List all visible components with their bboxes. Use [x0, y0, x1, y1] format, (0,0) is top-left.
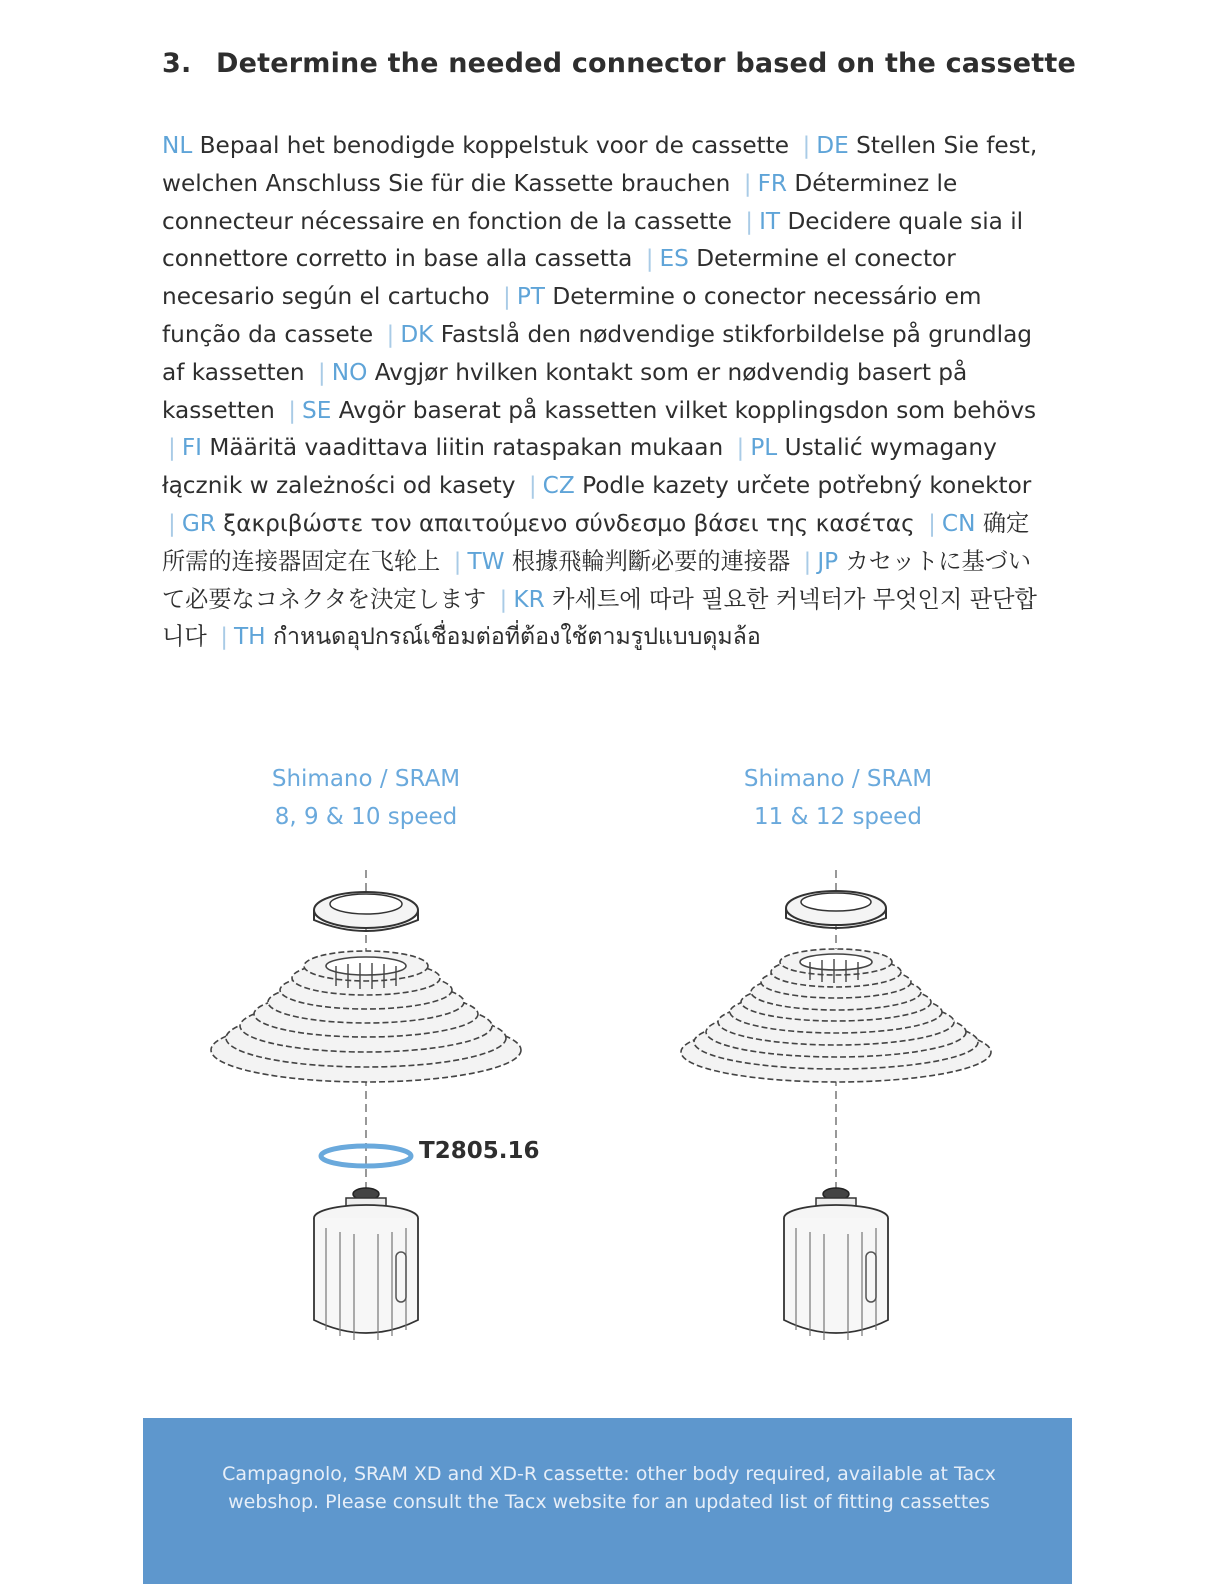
translation-text: Stellen Sie fest, welchen Anschluss Sie für die Kassette brauchen [162, 132, 1038, 197]
translation-text: Bepaal het benodigde koppelstuk voor de cassette [199, 132, 790, 159]
translation-text: Determine o conector necessário em função da cassete [162, 283, 982, 348]
translation-text: 根據飛輪判斷必要的連接器 [511, 547, 791, 575]
language-code: NO [331, 358, 368, 386]
translation-text: Avgjør hvilken kontakt som er nødvendig basert på kassetten [162, 358, 968, 424]
language-separator: | [220, 623, 228, 651]
language-separator: | [386, 320, 395, 348]
translation-text: カセットに基づいて必要なコネクタを決定します [162, 547, 1032, 613]
cassette-8-10-speed-illustration [196, 860, 536, 1380]
step-heading [162, 48, 1076, 79]
language-code: FI [181, 434, 202, 462]
cassette-sprockets-icon [211, 951, 521, 1082]
language-code: NL [162, 132, 193, 159]
right-brand: Shimano / SRAM [743, 766, 933, 792]
language-code: DK [400, 320, 434, 348]
language-code: PT [516, 283, 545, 311]
cassette-11-12-speed-illustration [666, 860, 1006, 1380]
translation-text: กำหนดอุปกรณ์เชื่อมต่อที่ต้องใช้ตามรูปแบบดุมล้อ [272, 623, 761, 651]
lockring-icon [314, 892, 418, 931]
step-title: Determine the needed connector based on the cassette [216, 48, 1076, 79]
language-separator: | [528, 472, 537, 500]
language-code: ES [659, 245, 689, 273]
language-separator: | [453, 547, 462, 575]
language-code: PL [750, 434, 778, 462]
translation-text: Fastslå den nødvendige stikforbildelse på grundlag af kassetten [162, 320, 1032, 386]
language-separator: | [503, 283, 511, 311]
language-code: GR [181, 509, 216, 537]
translation-text: Determine el conector necesario según el cartucho [162, 245, 956, 311]
translation-text: 确定所需的连接器固定在飞轮上 [162, 509, 1030, 575]
footer-note: Campagnolo, SRAM XD and XD-R cassette: other body required, available at Tacx webshop. Please consult the Tacx website for an updated list of fitting cassettes [222, 1463, 996, 1513]
language-code: IT [759, 207, 781, 235]
language-separator: | [928, 509, 936, 537]
language-code: TW [467, 547, 505, 575]
step-number: 3. [162, 48, 192, 79]
language-code: JP [817, 547, 839, 575]
translation-text: ξακριβώστε τον απαιτούμενο σύνδεσμο βάσει της κασέτας [223, 509, 915, 537]
freehub-body-icon [784, 1188, 888, 1340]
translation-text: 카세트에 따라 필요한 커넥터가 무엇인지 판단합니다 [162, 585, 1037, 651]
freehub-body-icon [314, 1188, 418, 1340]
cassette-sprockets-icon [681, 949, 991, 1082]
language-separator: | [168, 509, 176, 537]
language-code: DE [816, 132, 849, 159]
lockring-icon [786, 891, 886, 928]
translation-text: Määritä vaadittava liitin rataspakan mukaan [209, 434, 724, 462]
language-separator: | [743, 169, 752, 197]
translation-text: Podle kazety určete potřebný konektor [582, 472, 1032, 500]
language-separator: | [803, 547, 812, 575]
left-brand: Shimano / SRAM [271, 766, 461, 792]
language-code: SE [302, 396, 332, 424]
language-separator: | [288, 396, 296, 424]
translations-paragraph [162, 127, 1052, 656]
language-code: FR [757, 169, 788, 197]
left-column-title [186, 760, 546, 836]
translation-text: Avgör baserat på kassetten vilket kopplingsdon som behövs [338, 396, 1037, 424]
language-separator: | [745, 207, 754, 235]
language-code: CN [941, 509, 976, 537]
language-separator: | [168, 434, 176, 462]
translation-text: Decidere quale sia il connettore corretto in base alla cassetta [162, 207, 1024, 273]
language-code: KR [513, 585, 545, 613]
language-separator: | [802, 132, 811, 159]
language-code: TH [234, 623, 266, 651]
translation-text: Ustalić wymagany łącznik w zależności od kasety [162, 434, 997, 500]
language-separator: | [499, 585, 508, 613]
language-separator: | [317, 358, 326, 386]
spacer-part-code: T2805.16 [419, 1138, 540, 1164]
left-speed: 8, 9 & 10 speed [274, 804, 458, 830]
footer-note-banner [143, 1418, 1072, 1584]
language-code: CZ [542, 472, 575, 500]
right-column-title [658, 760, 1018, 836]
right-speed: 11 & 12 speed [754, 804, 922, 830]
language-separator: | [645, 245, 654, 273]
language-separator: | [736, 434, 745, 462]
translation-text: Déterminez le connecteur nécessaire en fonction de la cassette [162, 169, 958, 235]
